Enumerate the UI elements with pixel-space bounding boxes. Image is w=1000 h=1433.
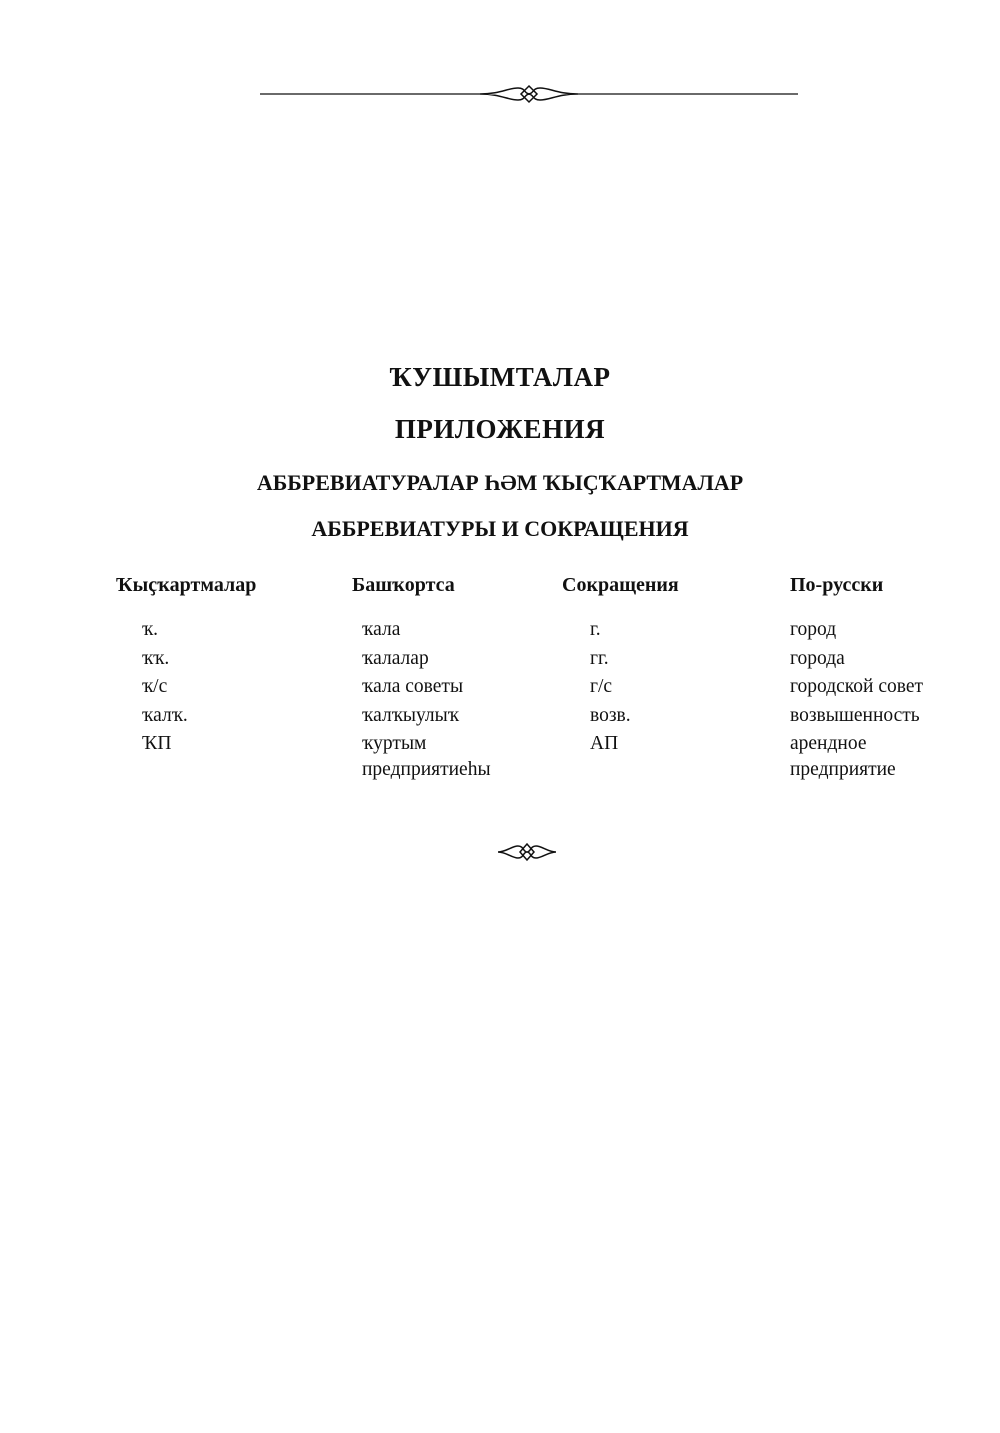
full-russian-cell: город <box>790 619 837 640</box>
abbr-bashkir-cell: ҡ/с <box>142 676 168 697</box>
full-bashkir-cell: ҡала советы <box>362 676 464 697</box>
full-russian-line1: арендное <box>790 733 867 754</box>
full-bashkir-cell: ҡалҡыулыҡ <box>362 704 459 726</box>
abbr-russian-cell: г. <box>590 619 601 640</box>
column-header-bashkir: Башҡортса <box>352 574 455 596</box>
table-row <box>0 646 1000 675</box>
abbr-bashkir-cell: ҡ. <box>142 619 159 640</box>
abbreviations-table <box>0 617 1000 787</box>
full-russian-cell <box>790 731 896 783</box>
column-header-abbr-bashkir: Ҡыҫҡартмалар <box>116 574 257 596</box>
column-header-russian: По-русски <box>790 574 884 596</box>
table-row <box>0 617 1000 646</box>
abbr-bashkir-cell: ҠП <box>142 733 172 754</box>
table-row <box>0 703 1000 732</box>
table-row <box>0 674 1000 703</box>
full-bashkir-cell <box>362 731 491 783</box>
abbr-russian-cell: возв. <box>590 704 631 726</box>
full-russian-line2: предприятие <box>790 759 896 780</box>
bottom-ornament <box>496 840 558 864</box>
full-russian-cell: возвышенность <box>790 704 920 726</box>
table-row <box>0 731 1000 787</box>
abbr-russian-cell: гг. <box>590 647 609 669</box>
top-ornament-divider <box>260 80 798 110</box>
abbr-bashkir-cell: ҡҡ. <box>142 647 170 669</box>
full-bashkir-line2: предприятиеһы <box>362 759 491 780</box>
column-header-abbr-russian: Сокращения <box>562 574 679 596</box>
full-russian-cell: города <box>790 647 845 669</box>
full-bashkir-cell: ҡалалар <box>362 647 429 669</box>
section-title-russian: АББРЕВИАТУРЫ И СОКРАЩЕНИЯ <box>311 516 689 541</box>
section-title-bashkir: АББРЕВИАТУРАЛАР ҺӘМ ҠЫҪҠАРТМАЛАР <box>256 470 744 495</box>
page-title-bashkir: ҠУШЫМТАЛАР <box>389 362 611 392</box>
full-russian-cell: городской совет <box>790 676 923 697</box>
full-bashkir-cell: ҡала <box>362 619 401 640</box>
abbr-russian-cell: АП <box>590 733 619 754</box>
abbr-bashkir-cell: ҡалҡ. <box>142 704 188 726</box>
full-bashkir-line1: ҡуртым <box>362 733 427 754</box>
abbr-russian-cell: г/с <box>590 676 613 697</box>
page-title-russian: ПРИЛОЖЕНИЯ <box>394 414 606 444</box>
